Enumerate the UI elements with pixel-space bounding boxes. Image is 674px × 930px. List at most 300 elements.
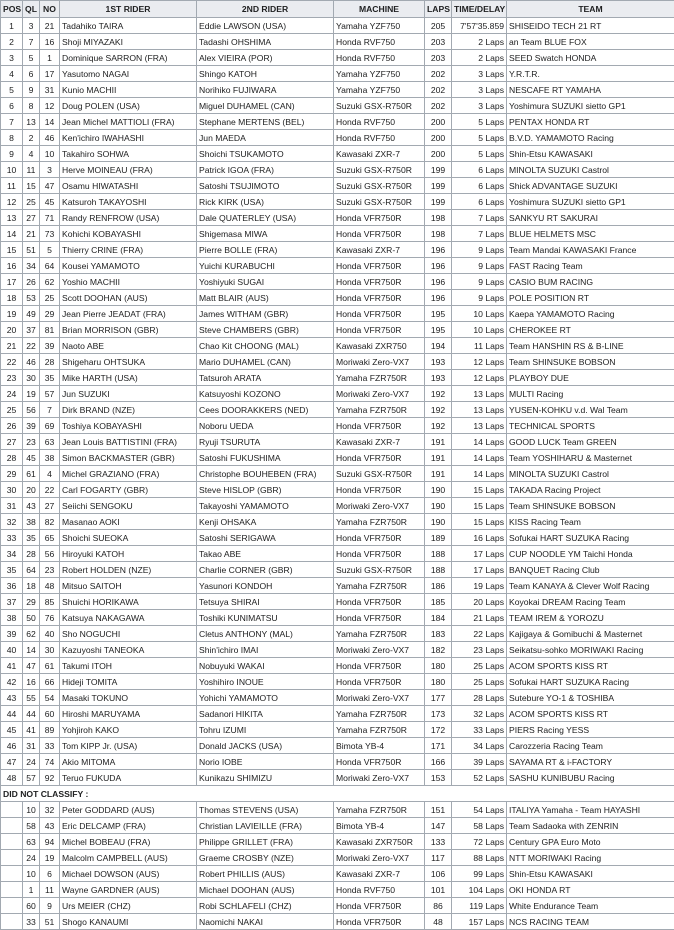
laps-cell: 190 xyxy=(425,482,452,498)
result-row xyxy=(1,370,674,386)
no-cell: 4 xyxy=(40,466,60,482)
no-cell: 40 xyxy=(40,626,60,642)
result-row xyxy=(1,258,674,274)
result-row xyxy=(1,226,674,242)
machine-cell: Honda VFR750R xyxy=(334,482,425,498)
dnc-row xyxy=(1,802,674,818)
machine-cell: Yamaha FZR750R xyxy=(334,514,425,530)
pos-cell xyxy=(1,898,23,914)
machine-cell: Kawasaki ZXR750R xyxy=(334,834,425,850)
team-cell: Team HANSHIN RS & B-LINE xyxy=(507,338,674,354)
time-delay-cell: 25 Laps xyxy=(452,674,507,690)
time-delay-cell: 10 Laps xyxy=(452,322,507,338)
second-rider-cell: Yasunori KONDOH xyxy=(197,578,334,594)
second-rider-cell: Steve CHAMBERS (GBR) xyxy=(197,322,334,338)
result-row xyxy=(1,34,674,50)
ql-cell: 24 xyxy=(23,754,40,770)
pos-cell xyxy=(1,866,23,882)
result-row xyxy=(1,578,674,594)
ql-cell: 44 xyxy=(23,706,40,722)
team-cell: ACOM SPORTS KISS RT xyxy=(507,658,674,674)
no-cell: 82 xyxy=(40,514,60,530)
machine-cell: Yamaha YZF750 xyxy=(334,82,425,98)
time-delay-cell: 20 Laps xyxy=(452,594,507,610)
result-row xyxy=(1,738,674,754)
second-rider-cell: Toshiki KUNIMATSU xyxy=(197,610,334,626)
pos-cell xyxy=(1,850,23,866)
no-cell: 64 xyxy=(40,258,60,274)
second-rider-cell: Christophe BOUHEBEN (FRA) xyxy=(197,466,334,482)
ql-cell: 8 xyxy=(23,98,40,114)
result-row xyxy=(1,210,674,226)
pos-cell: 34 xyxy=(1,546,23,562)
result-row xyxy=(1,546,674,562)
first-rider-cell: Doug POLEN (USA) xyxy=(60,98,197,114)
laps-cell: 195 xyxy=(425,306,452,322)
ql-cell: 57 xyxy=(23,770,40,786)
second-rider-cell: Michael DOOHAN (AUS) xyxy=(197,882,334,898)
no-cell: 48 xyxy=(40,578,60,594)
first-rider-cell: Hideji TOMITA xyxy=(60,674,197,690)
team-cell: BANQUET Racing Club xyxy=(507,562,674,578)
second-rider-cell: Satoshi TSUJIMOTO xyxy=(197,178,334,194)
result-row xyxy=(1,434,674,450)
second-rider-cell: Satoshi FUKUSHIMA xyxy=(197,450,334,466)
pos-cell: 45 xyxy=(1,722,23,738)
column-header-first-rider: 1ST RIDER xyxy=(60,1,197,18)
column-header-machine: MACHINE xyxy=(334,1,425,18)
laps-cell: 106 xyxy=(425,866,452,882)
dnc-row xyxy=(1,834,674,850)
laps-cell: 188 xyxy=(425,546,452,562)
laps-cell: 117 xyxy=(425,850,452,866)
no-cell: 23 xyxy=(40,562,60,578)
second-rider-cell: James WITHAM (GBR) xyxy=(197,306,334,322)
first-rider-cell: Jean Pierre JEADAT (FRA) xyxy=(60,306,197,322)
no-cell: 30 xyxy=(40,642,60,658)
machine-cell: Kawasaki ZXR-7 xyxy=(334,146,425,162)
ql-cell: 4 xyxy=(23,146,40,162)
first-rider-cell: Toshiya KOBAYASHI xyxy=(60,418,197,434)
team-cell: Team SHINSUKE BOBSON xyxy=(507,354,674,370)
second-rider-cell: Sadanori HIKITA xyxy=(197,706,334,722)
machine-cell: Yamaha FZR750R xyxy=(334,402,425,418)
laps-cell: 198 xyxy=(425,210,452,226)
ql-cell: 26 xyxy=(23,274,40,290)
pos-cell: 46 xyxy=(1,738,23,754)
second-rider-cell: Ryuji TSURUTA xyxy=(197,434,334,450)
no-cell: 29 xyxy=(40,306,60,322)
no-cell: 31 xyxy=(40,82,60,98)
result-row xyxy=(1,498,674,514)
machine-cell: Honda VFR750R xyxy=(334,594,425,610)
laps-cell: 199 xyxy=(425,194,452,210)
result-row xyxy=(1,674,674,690)
result-row xyxy=(1,66,674,82)
no-cell: 21 xyxy=(40,18,60,34)
pos-cell: 38 xyxy=(1,610,23,626)
ql-cell: 6 xyxy=(23,66,40,82)
machine-cell: Yamaha YZF750 xyxy=(334,18,425,34)
pos-cell: 31 xyxy=(1,498,23,514)
pos-cell xyxy=(1,802,23,818)
time-delay-cell: 6 Laps xyxy=(452,178,507,194)
team-cell: CUP NOODLE YM Taichi Honda xyxy=(507,546,674,562)
ql-cell: 38 xyxy=(23,514,40,530)
time-delay-cell: 34 Laps xyxy=(452,738,507,754)
first-rider-cell: Yohjiroh KAKO xyxy=(60,722,197,738)
team-cell: FAST Racing Team xyxy=(507,258,674,274)
machine-cell: Bimota YB-4 xyxy=(334,818,425,834)
second-rider-cell: Robert PHILLIS (AUS) xyxy=(197,866,334,882)
pos-cell: 48 xyxy=(1,770,23,786)
column-header-time-delay: TIME/DELAY xyxy=(452,1,507,18)
machine-cell: Honda RVF750 xyxy=(334,882,425,898)
first-rider-cell: Takumi ITOH xyxy=(60,658,197,674)
no-cell: 85 xyxy=(40,594,60,610)
second-rider-cell: Kunikazu SHIMIZU xyxy=(197,770,334,786)
laps-cell: 190 xyxy=(425,498,452,514)
time-delay-cell: 5 Laps xyxy=(452,114,507,130)
laps-cell: 196 xyxy=(425,242,452,258)
ql-cell: 16 xyxy=(23,674,40,690)
column-header-no: NO xyxy=(40,1,60,18)
machine-cell: Honda VFR750R xyxy=(334,658,425,674)
first-rider-cell: Tom KIPP Jr. (USA) xyxy=(60,738,197,754)
no-cell: 19 xyxy=(40,850,60,866)
laps-cell: 199 xyxy=(425,178,452,194)
result-row xyxy=(1,450,674,466)
pos-cell: 23 xyxy=(1,370,23,386)
machine-cell: Honda VFR750R xyxy=(334,610,425,626)
no-cell: 60 xyxy=(40,706,60,722)
laps-cell: 205 xyxy=(425,18,452,34)
dnc-row xyxy=(1,850,674,866)
time-delay-cell: 5 Laps xyxy=(452,146,507,162)
first-rider-cell: Michael DOWSON (AUS) xyxy=(60,866,197,882)
time-delay-cell: 7 Laps xyxy=(452,210,507,226)
ql-cell: 25 xyxy=(23,194,40,210)
no-cell: 32 xyxy=(40,802,60,818)
laps-cell: 173 xyxy=(425,706,452,722)
ql-cell: 10 xyxy=(23,866,40,882)
no-cell: 16 xyxy=(40,34,60,50)
second-rider-cell: Kenji OHSAKA xyxy=(197,514,334,530)
time-delay-cell: 3 Laps xyxy=(452,98,507,114)
machine-cell: Honda VFR750R xyxy=(334,898,425,914)
team-cell: CHEROKEE RT xyxy=(507,322,674,338)
time-delay-cell: 88 Laps xyxy=(452,850,507,866)
laps-cell: 166 xyxy=(425,754,452,770)
first-rider-cell: Sho NOGUCHI xyxy=(60,626,197,642)
second-rider-cell: Matt BLAIR (AUS) xyxy=(197,290,334,306)
time-delay-cell: 15 Laps xyxy=(452,514,507,530)
result-row xyxy=(1,242,674,258)
time-delay-cell: 157 Laps xyxy=(452,914,507,930)
ql-cell: 10 xyxy=(23,802,40,818)
no-cell: 3 xyxy=(40,162,60,178)
laps-cell: 200 xyxy=(425,130,452,146)
time-delay-cell: 3 Laps xyxy=(452,82,507,98)
first-rider-cell: Mitsuo SAITOH xyxy=(60,578,197,594)
team-cell: POLE POSITION RT xyxy=(507,290,674,306)
team-cell: BLUE HELMETS MSC xyxy=(507,226,674,242)
ql-cell: 9 xyxy=(23,82,40,98)
pos-cell xyxy=(1,818,23,834)
team-cell: MULTI Racing xyxy=(507,386,674,402)
second-rider-cell: Yoshihiro INOUE xyxy=(197,674,334,690)
ql-cell: 34 xyxy=(23,258,40,274)
machine-cell: Suzuki GSX-R750R xyxy=(334,98,425,114)
laps-cell: 196 xyxy=(425,258,452,274)
pos-cell: 16 xyxy=(1,258,23,274)
second-rider-cell: Graeme CROSBY (NZE) xyxy=(197,850,334,866)
pos-cell: 9 xyxy=(1,146,23,162)
time-delay-cell: 14 Laps xyxy=(452,466,507,482)
no-cell: 12 xyxy=(40,98,60,114)
second-rider-cell: Cees DOORAKKERS (NED) xyxy=(197,402,334,418)
team-cell: Koyokai DREAM Racing Team xyxy=(507,594,674,610)
time-delay-cell: 22 Laps xyxy=(452,626,507,642)
pos-cell: 28 xyxy=(1,450,23,466)
machine-cell: Honda VFR750R xyxy=(334,290,425,306)
pos-cell: 1 xyxy=(1,18,23,34)
dnc-section-row xyxy=(1,786,674,802)
machine-cell: Honda RVF750 xyxy=(334,130,425,146)
ql-cell: 53 xyxy=(23,290,40,306)
team-cell: YUSEN-KOHKU v.d. Wal Team xyxy=(507,402,674,418)
machine-cell: Kawasaki ZXR-7 xyxy=(334,242,425,258)
time-delay-cell: 2 Laps xyxy=(452,34,507,50)
ql-cell: 11 xyxy=(23,162,40,178)
column-header-team: TEAM xyxy=(507,1,674,18)
first-rider-cell: Yoshio MACHII xyxy=(60,274,197,290)
ql-cell: 39 xyxy=(23,418,40,434)
pos-cell: 26 xyxy=(1,418,23,434)
second-rider-cell: Donald JACKS (USA) xyxy=(197,738,334,754)
machine-cell: Yamaha FZR750R xyxy=(334,722,425,738)
team-cell: TEAM IREM & YOROZU xyxy=(507,610,674,626)
first-rider-cell: Urs MEIER (CHZ) xyxy=(60,898,197,914)
pos-cell xyxy=(1,882,23,898)
first-rider-cell: Randy RENFROW (USA) xyxy=(60,210,197,226)
pos-cell: 18 xyxy=(1,290,23,306)
team-cell: Carozzeria Racing Team xyxy=(507,738,674,754)
laps-cell: 188 xyxy=(425,562,452,578)
machine-cell: Honda VFR750R xyxy=(334,274,425,290)
no-cell: 33 xyxy=(40,738,60,754)
result-row xyxy=(1,290,674,306)
pos-cell: 17 xyxy=(1,274,23,290)
second-rider-cell: Christian LAVIEILLE (FRA) xyxy=(197,818,334,834)
column-header-pos: POS xyxy=(1,1,23,18)
first-rider-cell: Masaki TOKUNO xyxy=(60,690,197,706)
second-rider-cell: Chao Kit CHOONG (MAL) xyxy=(197,338,334,354)
ql-cell: 31 xyxy=(23,738,40,754)
ql-cell: 5 xyxy=(23,50,40,66)
laps-cell: 202 xyxy=(425,98,452,114)
no-cell: 92 xyxy=(40,770,60,786)
first-rider-cell: Michel GRAZIANO (FRA) xyxy=(60,466,197,482)
first-rider-cell: Jun SUZUKI xyxy=(60,386,197,402)
pos-cell: 33 xyxy=(1,530,23,546)
no-cell: 61 xyxy=(40,658,60,674)
team-cell: OKI HONDA RT xyxy=(507,882,674,898)
no-cell: 38 xyxy=(40,450,60,466)
no-cell: 7 xyxy=(40,402,60,418)
first-rider-cell: Herve MOINEAU (FRA) xyxy=(60,162,197,178)
time-delay-cell: 12 Laps xyxy=(452,370,507,386)
team-cell: TECHNICAL SPORTS xyxy=(507,418,674,434)
first-rider-cell: Hiroshi MARUYAMA xyxy=(60,706,197,722)
first-rider-cell: Yasutomo NAGAI xyxy=(60,66,197,82)
second-rider-cell: Mario DUHAMEL (CAN) xyxy=(197,354,334,370)
no-cell: 56 xyxy=(40,546,60,562)
ql-cell: 22 xyxy=(23,338,40,354)
pos-cell: 3 xyxy=(1,50,23,66)
team-cell: Sofukai HART SUZUKA Racing xyxy=(507,674,674,690)
result-row xyxy=(1,82,674,98)
ql-cell: 45 xyxy=(23,450,40,466)
second-rider-cell: Philippe GRILLET (FRA) xyxy=(197,834,334,850)
team-cell: Yoshimura SUZUKI sietto GP1 xyxy=(507,194,674,210)
time-delay-cell: 13 Laps xyxy=(452,402,507,418)
machine-cell: Kawasaki ZXR750 xyxy=(334,338,425,354)
machine-cell: Yamaha FZR750R xyxy=(334,626,425,642)
second-rider-cell: Stephane MERTENS (BEL) xyxy=(197,114,334,130)
time-delay-cell: 11 Laps xyxy=(452,338,507,354)
first-rider-cell: Simon BACKMASTER (GBR) xyxy=(60,450,197,466)
time-delay-cell: 52 Laps xyxy=(452,770,507,786)
no-cell: 6 xyxy=(40,866,60,882)
result-row xyxy=(1,754,674,770)
second-rider-cell: Jun MAEDA xyxy=(197,130,334,146)
first-rider-cell: Kazuyoshi TANEOKA xyxy=(60,642,197,658)
result-row xyxy=(1,706,674,722)
laps-cell: 191 xyxy=(425,434,452,450)
time-delay-cell: 7'57'35.859 xyxy=(452,18,507,34)
table-body xyxy=(1,18,674,930)
result-row xyxy=(1,114,674,130)
ql-cell: 20 xyxy=(23,482,40,498)
ql-cell: 23 xyxy=(23,434,40,450)
time-delay-cell: 13 Laps xyxy=(452,386,507,402)
machine-cell: Honda VFR750R xyxy=(334,674,425,690)
machine-cell: Honda RVF750 xyxy=(334,34,425,50)
time-delay-cell: 32 Laps xyxy=(452,706,507,722)
machine-cell: Honda VFR750R xyxy=(334,914,425,930)
laps-cell: 196 xyxy=(425,290,452,306)
ql-cell: 1 xyxy=(23,882,40,898)
result-row xyxy=(1,386,674,402)
pos-cell: 42 xyxy=(1,674,23,690)
result-row xyxy=(1,354,674,370)
no-cell: 51 xyxy=(40,914,60,930)
ql-cell: 15 xyxy=(23,178,40,194)
no-cell: 74 xyxy=(40,754,60,770)
second-rider-cell: Takayoshi YAMAMOTO xyxy=(197,498,334,514)
ql-cell: 61 xyxy=(23,466,40,482)
result-row xyxy=(1,50,674,66)
pos-cell: 15 xyxy=(1,242,23,258)
first-rider-cell: Malcolm CAMPBELL (AUS) xyxy=(60,850,197,866)
first-rider-cell: Eric DELCAMP (FRA) xyxy=(60,818,197,834)
pos-cell: 12 xyxy=(1,194,23,210)
laps-cell: 199 xyxy=(425,162,452,178)
team-cell: ACOM SPORTS KISS RT xyxy=(507,706,674,722)
team-cell: SASHU KUNIBUBU Racing xyxy=(507,770,674,786)
time-delay-cell: 3 Laps xyxy=(452,66,507,82)
time-delay-cell: 2 Laps xyxy=(452,50,507,66)
result-row xyxy=(1,130,674,146)
team-cell: PLAYBOY DUE xyxy=(507,370,674,386)
time-delay-cell: 58 Laps xyxy=(452,818,507,834)
result-row xyxy=(1,306,674,322)
laps-cell: 193 xyxy=(425,370,452,386)
pos-cell: 11 xyxy=(1,178,23,194)
no-cell: 11 xyxy=(40,882,60,898)
laps-cell: 192 xyxy=(425,402,452,418)
laps-cell: 171 xyxy=(425,738,452,754)
result-row xyxy=(1,482,674,498)
machine-cell: Yamaha FZR750R xyxy=(334,706,425,722)
time-delay-cell: 119 Laps xyxy=(452,898,507,914)
dnc-row xyxy=(1,898,674,914)
second-rider-cell: Tadashi OHSHIMA xyxy=(197,34,334,50)
result-row xyxy=(1,322,674,338)
first-rider-cell: Mike HARTH (USA) xyxy=(60,370,197,386)
no-cell: 1 xyxy=(40,50,60,66)
ql-cell: 55 xyxy=(23,690,40,706)
team-cell: PIERS Racing YESS xyxy=(507,722,674,738)
ql-cell: 63 xyxy=(23,834,40,850)
no-cell: 94 xyxy=(40,834,60,850)
machine-cell: Yamaha FZR750R xyxy=(334,578,425,594)
laps-cell: 147 xyxy=(425,818,452,834)
machine-cell: Honda VFR750R xyxy=(334,322,425,338)
machine-cell: Suzuki GSX-R750R xyxy=(334,194,425,210)
ql-cell: 7 xyxy=(23,34,40,50)
team-cell: PENTAX HONDA RT xyxy=(507,114,674,130)
time-delay-cell: 12 Laps xyxy=(452,354,507,370)
laps-cell: 184 xyxy=(425,610,452,626)
machine-cell: Honda RVF750 xyxy=(334,50,425,66)
laps-cell: 193 xyxy=(425,354,452,370)
pos-cell: 2 xyxy=(1,34,23,50)
first-rider-cell: Shoichi SUEOKA xyxy=(60,530,197,546)
machine-cell: Honda VFR750R xyxy=(334,754,425,770)
no-cell: 39 xyxy=(40,338,60,354)
team-cell: KISS Racing Team xyxy=(507,514,674,530)
second-rider-cell: Miguel DUHAMEL (CAN) xyxy=(197,98,334,114)
machine-cell: Honda VFR750R xyxy=(334,258,425,274)
pos-cell: 20 xyxy=(1,322,23,338)
time-delay-cell: 14 Laps xyxy=(452,434,507,450)
time-delay-cell: 54 Laps xyxy=(452,802,507,818)
team-cell: White Endurance Team xyxy=(507,898,674,914)
first-rider-cell: Katsuya NAKAGAWA xyxy=(60,610,197,626)
machine-cell: Kawasaki ZXR-7 xyxy=(334,866,425,882)
time-delay-cell: 39 Laps xyxy=(452,754,507,770)
laps-cell: 191 xyxy=(425,450,452,466)
first-rider-cell: Dirk BRAND (NZE) xyxy=(60,402,197,418)
result-row xyxy=(1,194,674,210)
no-cell: 62 xyxy=(40,274,60,290)
time-delay-cell: 9 Laps xyxy=(452,258,507,274)
result-row xyxy=(1,690,674,706)
first-rider-cell: Carl FOGARTY (GBR) xyxy=(60,482,197,498)
first-rider-cell: Thierry CRINE (FRA) xyxy=(60,242,197,258)
